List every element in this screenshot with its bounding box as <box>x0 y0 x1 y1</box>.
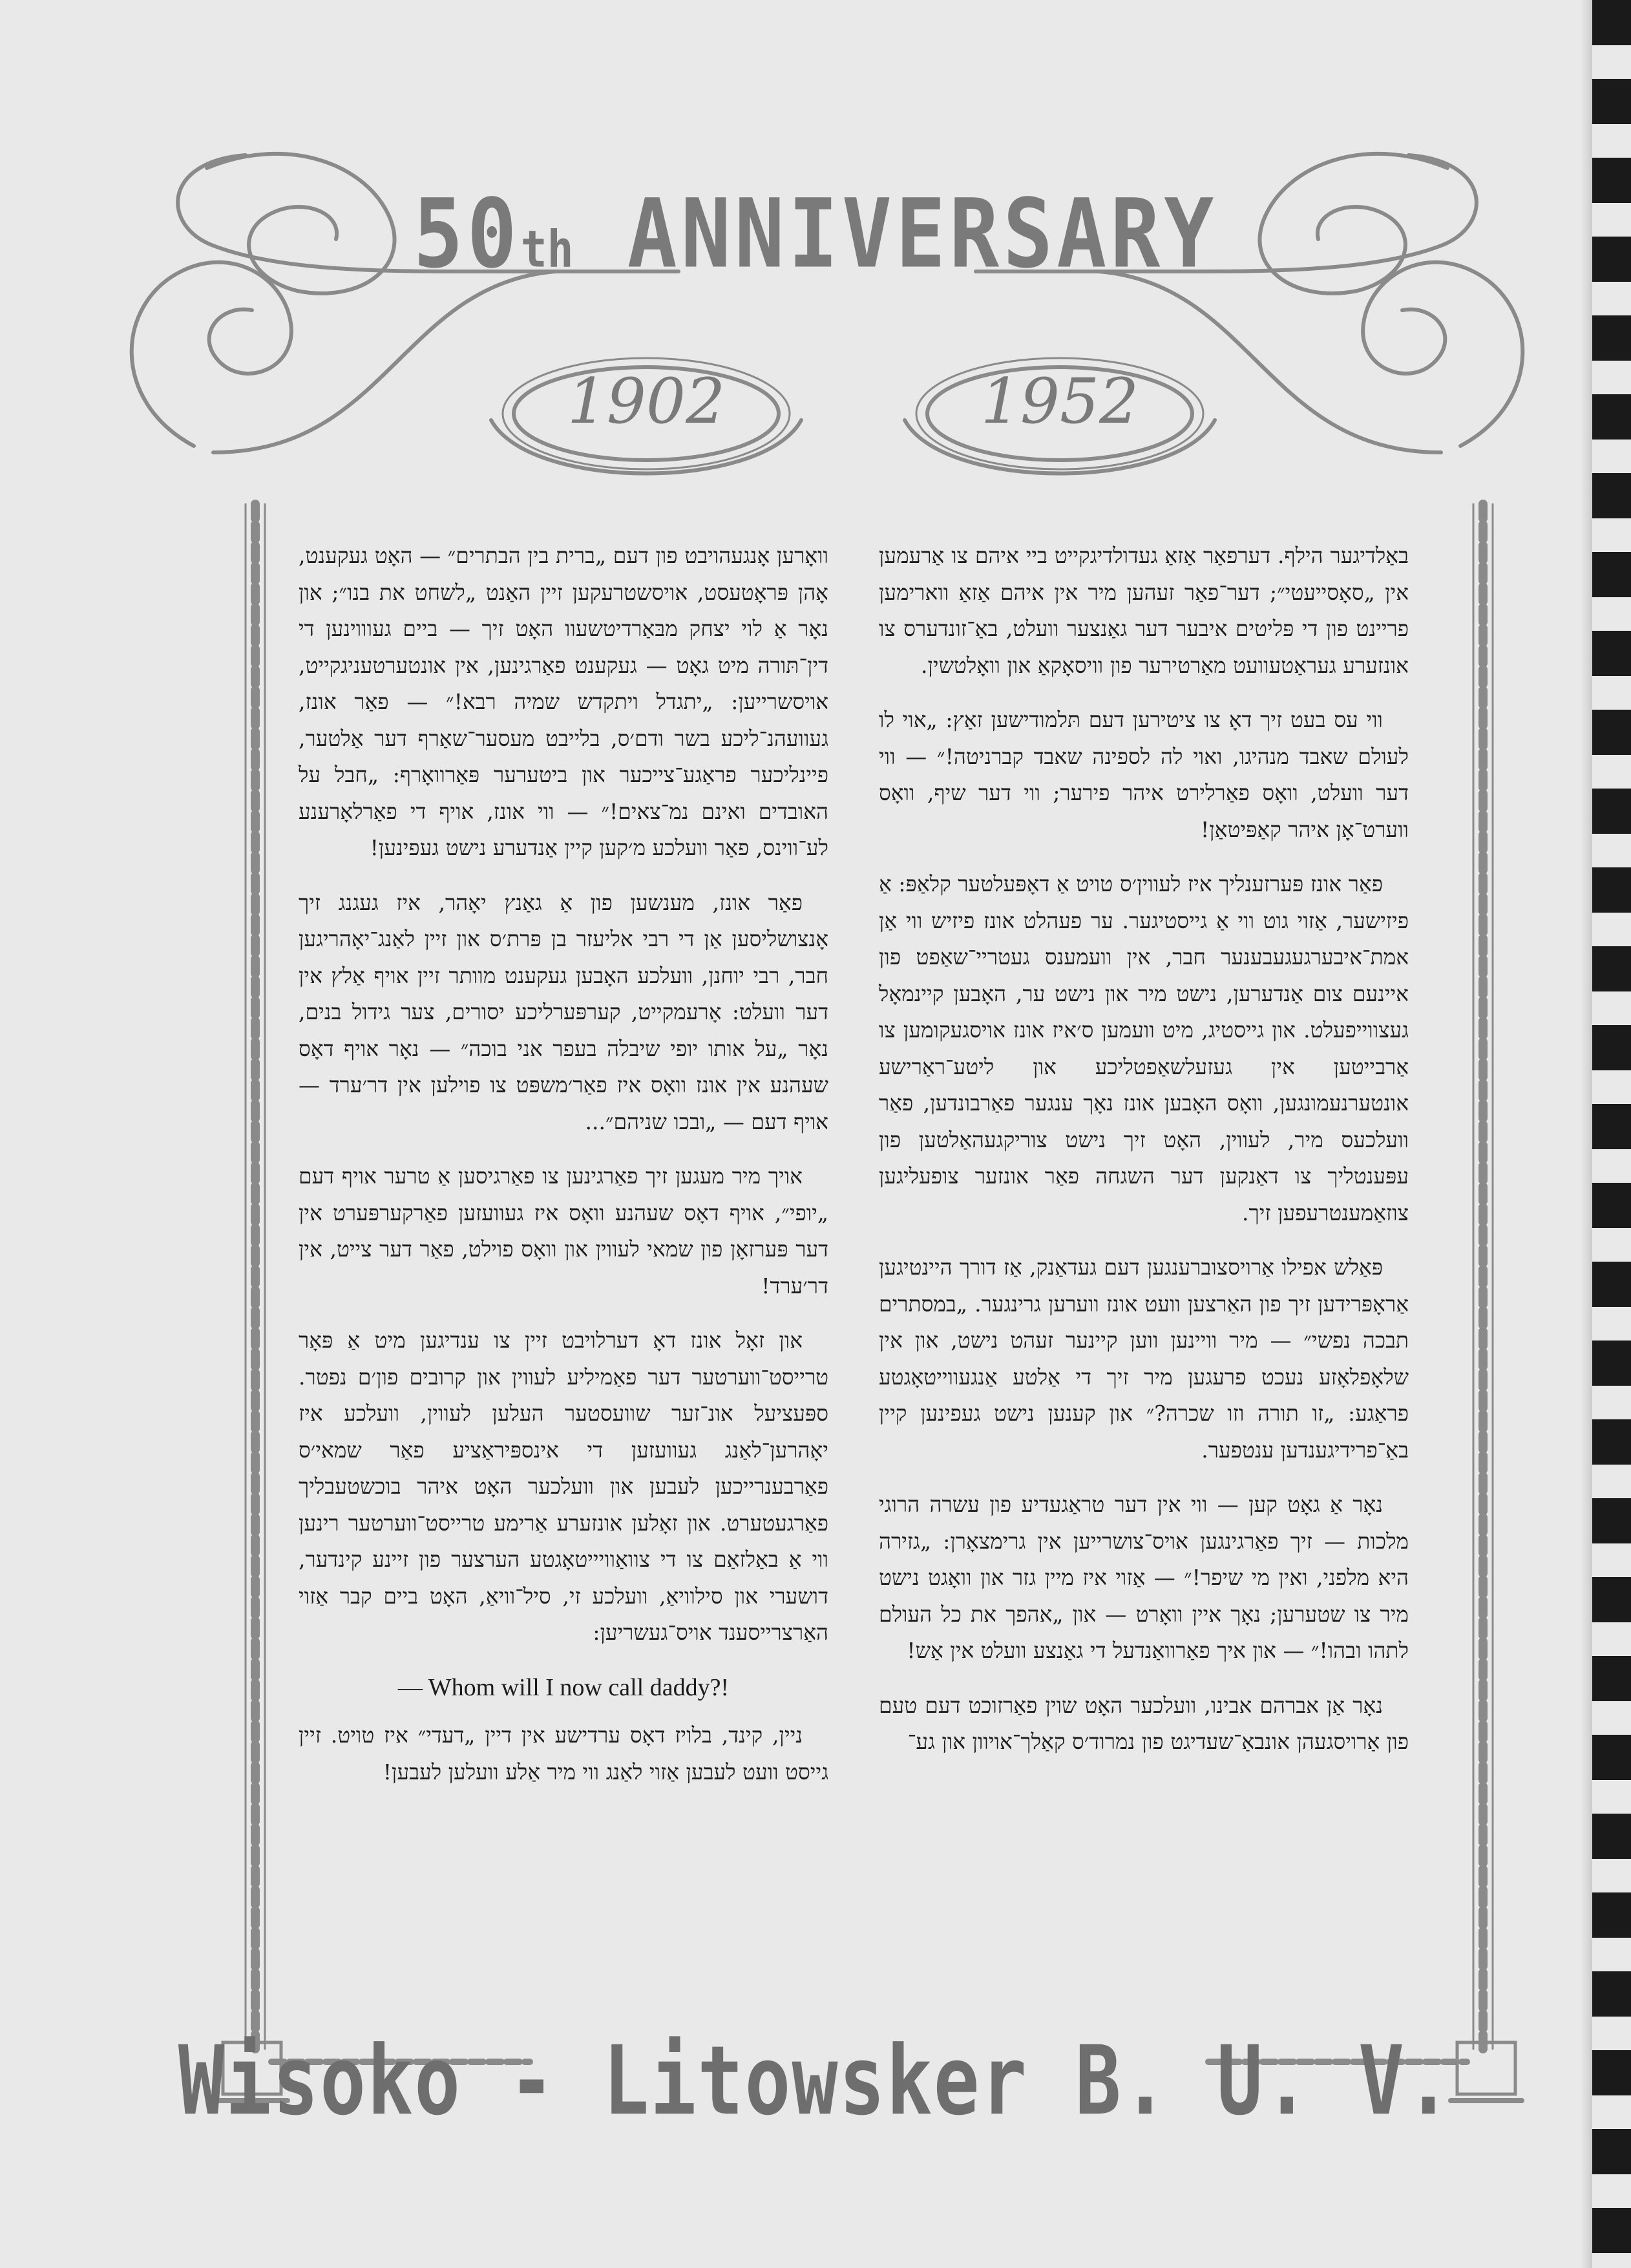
society-name-footer: Wisoko - Litowsker B. U. V. <box>178 2024 1453 2137</box>
left-flourish <box>132 262 291 446</box>
right-flourish <box>1363 262 1522 446</box>
year-end: 1952 <box>980 365 1139 438</box>
year-start: 1902 <box>567 365 726 438</box>
left-text-column <box>299 538 828 1808</box>
paragraph: נאָר אַן אברהם אבינו, וועלכער האָט שוין פאַרזוכט דעם טעם פון אַרויסגעהן אונבאַ־שעדיגט פון נמרוד׳ס קאַלך־אויוון און גע־ <box>879 1692 1409 1754</box>
paragraph: און זאָל אונז דאָ דערלויבט זיין צו ענדיגען מיט אַ פּאָר טרייסט־ווערטער דער פאַמיליע לעווין און קרובים פון׳ם נפטר. ספּעציעל אונ־זער שוועסטער העלען לעווין, וועלכע איז יאָהרען־לאַנג געוועזען די אינספּיראַציע פאַר שמאי׳ס פאַרבענרייכען לעבען און וועלכער האָט איהר בוכשטעבליך פאַרגעטערט. און זאָלען אונזערע אַרימע טרייסט־ווערטער רינען ווי אַ באַלזאַם צו די צוואַוויייטאָגטע הערצער פון זיינע קינדער, דושערי און סילוויאַ, וועלכע זי, סיל־וויאַ, האָט ביים קבר אַזוי האַרצרייסענד אויס־געשריען: <box>299 1328 828 1645</box>
paragraph: באַלדיגער הילף. דערפאַר אַזאַ געדולדיגקייט ביי איהם צו אַרעמען אין „סאָסייעטי״; דער־פאַר זעהען מיר אין איהם אַזאַ ווארימען פריינט פון די פּליטים איבער דער גאַנצער וועלט, באַ־זונדערס צו אונזערע געראַטעוועט מאַרטירער פון וויסאָקאַ און וואָלטשין. <box>879 543 1409 678</box>
right-text-column <box>879 538 1409 1779</box>
paragraph: ניין, קינד, בלויז דאָס ערדישע אין דיין „דעדי״ איז טויט. זיין גייסט וועט לעבען אַזוי לאַנג ווי מיר אַלע וועלען לעבען! <box>299 1722 828 1785</box>
paragraph: ווי עס בעט זיך דאָ צו ציטירען דעם תּלמודישען זאַץ: „אוי לו לעולם שאבד מנהיגו, ואוי לה לספינה שאבד קברניטה!״ — ווי דער וועלט, וואָס פאַרלירט איהר פירער; ווי דער שיף, וואָס ווערט־אָן איהר קאַפּיטאַן! <box>879 707 1409 842</box>
paragraph: אויך מיר מעגען זיך פאַרגינען צו פאַרגיסען אַ טרער אויף דעם „יופי״, אויף דאָס שעהנע וואָס איז געוועזען פאַרקערפּערט אין דער פּערזאָן פון שמאי לעווין און וואָס פוילט, פאַר דער צייט, אין דר׳ערד! <box>299 1163 828 1298</box>
english-quote: — Whom will I now call daddy?! <box>397 1673 730 1701</box>
anniversary-title: 50th ANNIVERSARY <box>413 178 1218 290</box>
paragraph: נאָר אַ גאָט קען — ווי אין דער טראַגעדיע פון עשרה הרוגי מלכות — זיך פאַרגינגען אויס־צושרייען אין גרימצאָרן: „גזירה היא מלפני, ואין מי שיפר!״ — אַזוי איז מיין גזר און וואָגט נישט מיר צו שטערען; נאָך איין וואָרט — און „אהפך את כל העולם לתהו ובהו!״ — און איך פאַרוואַנדעל די גאַנצע וועלט אין אַש! <box>879 1492 1409 1663</box>
paragraph: וואָרען אָנגעהויבט פון דעם „ברית בין הבתרים״ — האָט געקענט, אָהן פּראָטעסט, אויסשטרעקען זיין האַנט „לשחט את בנו״; און נאָר אַ לוי יצחק מבּאַרדיטשעוו האָט זיך — ביים געוווינען די דין־תּורה מיט גאָט — געקענט פאַרגינען, אין אונטערטעניגקייט, אויסשרייען: „יתגדל ויתקדש שמיה רבא!״ — פאַר אונז, געוועהנ־ליכע בשר ודם׳ס, בלייבט מעסער־שאַרף דער אַלטער, פיינליכער פראַגע־צייכער און ביטערער פּאַרוואָרף: „חבל על האובדים ואינם נמ־צאים!״ — ווי אונז, אויף די פאַרלאָרענע לע־ווינס, פאַר וועלכע מ׳קען קיין אַנדערע נישט געפינען! <box>299 543 828 860</box>
paragraph: פּאַלש אפילו אַרויסצוברענגען דעם געדאַנק, אַז דורך היינטיגען אַראָפּרידען זיך פון האַרצען וועט אונז ווערען גרינגער. „במסתרים תבכה נפשי״ — מיר וויינען ווען קיינער זעהט נישט, און אין שלאָפלאָזע נעכט פרעגען מיר זיך די אַלטע אַנגעווייטאָגטע פראַגע: „זו תורה וזו שכרה?״ און קענען נישט געפינען קיין באַ־פרידיגענדען ענטפער. <box>879 1255 1409 1463</box>
paragraph: פאַר אונז פּערזענליך איז לעווין׳ס טויט אַ דאָפּעלטער קלאַפּ: אַ פיזישער, אַזוי גוט ווי אַ גייסטיגער. ער פעהלט אונז פיזיש ווי אַן אמת־איבערגעגעבענער חבר, אין וועמענס געטריי־שאַפט פון איינעם צום אַנדערען, נישט מיר און נישט ער, האָבען קיינמאָל געצווייפעלט. און גייסטיג, מיט וועמען ס׳איז אונז אויסגעקומען צו אַרבייטען אין געזעלשאַפטליכע און ליטע־ראַרישע אונטערנעמונגען, וואָס האָבען אונז נאָך ענגער פאַרבונדען, פאַר וועלכעס מיר, לעווין, האָט זיך נישט צוריקגעהאַלטען פון עפּענטליך צו דאַנקען דער השגחה פאַר אונזער צופעליגען צוזאַמענטרעפען זיך. <box>879 871 1409 1225</box>
paragraph: פאַר אונז, מענשען פון אַ גאַנץ יאָהר, איז געגנג זיך אָנצושליסען אַן די רבי אליעזר בן פּרת׳ס און זיין לאַנג־יאָהריגען חבר, רבי יוחנן, וועלכע האָבען געקענט מוותר זיין אויף אַלץ אין דער וועלט: אָרעמקייט, קערפּערליכע יסורים, צער גידול בנים, נאָר „על אותו יופי שיבלה בעפר אני בוכה״ — נאָר אויף דאָס שעהנע אין אונז וואָס איז פאַר׳משפּט צו פוילען אין דר׳ערד — אויף דעם — „ובכו שניהם״... <box>299 889 828 1134</box>
